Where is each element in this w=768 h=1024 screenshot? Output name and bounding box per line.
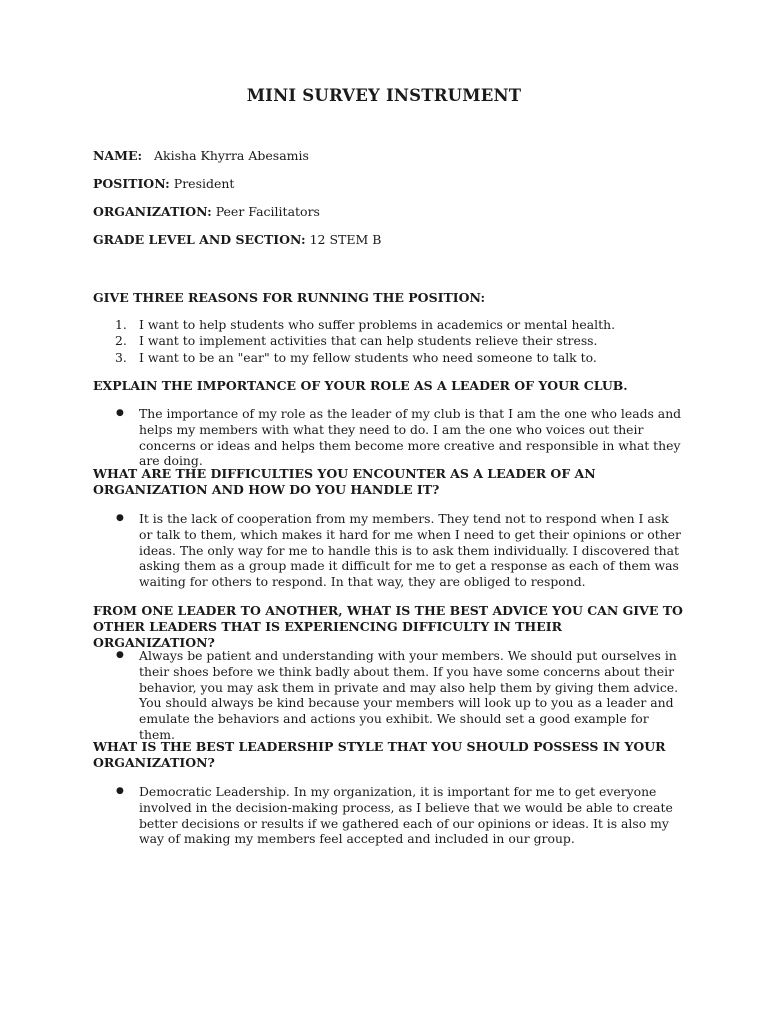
list-item — [93, 511, 683, 590]
organization-field — [93, 204, 320, 219]
leadership-style-answer-list — [93, 784, 683, 847]
grade-section-label: GRADE LEVEL AND SECTION: — [93, 232, 306, 247]
bullet-icon: ● — [116, 786, 124, 796]
list-item-text: I want to be an "ear" to my fellow students who need someone to talk to. — [139, 349, 597, 365]
advice-answer-list — [93, 648, 683, 743]
bullet-icon: ● — [116, 513, 124, 523]
grade-section-value: 12 STEM B — [309, 232, 382, 247]
organization-value: Peer Facilitators — [215, 204, 320, 219]
list-item — [93, 784, 683, 847]
list-item-text: I want to help students who suffer problems in academics or mental health. — [139, 317, 616, 332]
list-item — [93, 350, 683, 366]
question-difficulties-heading: WHAT ARE THE DIFFICULTIES YOU ENCOUNTER AS A LEADER OF AN ORGANIZATION AND HOW DO YOU HANDLE IT? — [93, 466, 596, 497]
question-reasons-heading: GIVE THREE REASONS FOR RUNNING THE POSITION: — [93, 290, 486, 305]
answer-text: Always be patient and understanding with your members. We should put ourselves in their shoes before we think badly about them. If you have some concerns about their behavior, you may ask them in private and may also help them by giving them advice. You should always be kind because your members will look up to you as a leader and emulate the behaviors and actions you exhibit. We should set a good example for them. — [139, 648, 679, 742]
organization-label: ORGANIZATION: — [93, 204, 212, 219]
list-item — [93, 406, 683, 469]
bullet-icon: ● — [116, 408, 124, 418]
question-advice-heading: FROM ONE LEADER TO ANOTHER, WHAT IS THE BEST ADVICE YOU CAN GIVE TO OTHER LEADERS THAT IS EXPERIENCING DIFFICULTY IN THEIR ORGANIZATION? — [93, 603, 683, 650]
grade-section-field — [93, 232, 381, 247]
list-number: 3. — [115, 349, 127, 365]
reasons-list — [93, 317, 683, 366]
name-field — [93, 148, 309, 163]
position-value: President — [173, 176, 235, 191]
list-number: 1. — [115, 317, 127, 332]
document-title: MINI SURVEY INSTRUMENT — [246, 86, 522, 105]
name-value: Akisha Khyrra Abesamis — [154, 148, 309, 163]
question-leadership-style-heading: WHAT IS THE BEST LEADERSHIP STYLE THAT YOU SHOULD POSSESS IN YOUR ORGANIZATION? — [93, 739, 666, 770]
list-item — [93, 333, 683, 349]
answer-text: It is the lack of cooperation from my members. They tend not to respond when I ask or talk to them, which makes it hard for me when I need to get their opinions or other ideas. The only way for me to handle this is to ask them individually. I discovered that asking them as a group made it difficult for me to get a response as each of them was waiting for others to respond. In that way, they are obliged to respond. — [139, 511, 681, 590]
answer-text: Democratic Leadership. In my organization, it is important for me to get everyone involved in the decision-making process, as I believe that we would be able to create better decisions or results if we gathered each of our opinions or ideas. It is also my way of making my members feel accepted and included in our group. — [139, 784, 673, 847]
position-field — [93, 176, 234, 191]
question-importance-heading: EXPLAIN THE IMPORTANCE OF YOUR ROLE AS A LEADER OF YOUR CLUB. — [93, 378, 628, 393]
position-label: POSITION: — [93, 176, 170, 191]
answer-text: The importance of my role as the leader of my club is that I am the one who leads and helps my members with what they need to do. I am the one who voices out their concerns or ideas and helps them become more creative and responsible in what they are doing. — [139, 406, 682, 469]
list-item-text: I want to implement activities that can help students relieve their stress. — [139, 333, 598, 349]
list-number: 2. — [115, 333, 127, 349]
importance-answer-list — [93, 406, 683, 469]
list-item — [93, 648, 683, 743]
name-label: NAME: — [93, 148, 143, 163]
list-item — [93, 317, 683, 333]
difficulties-answer-list — [93, 511, 683, 590]
bullet-icon: ● — [116, 650, 124, 660]
